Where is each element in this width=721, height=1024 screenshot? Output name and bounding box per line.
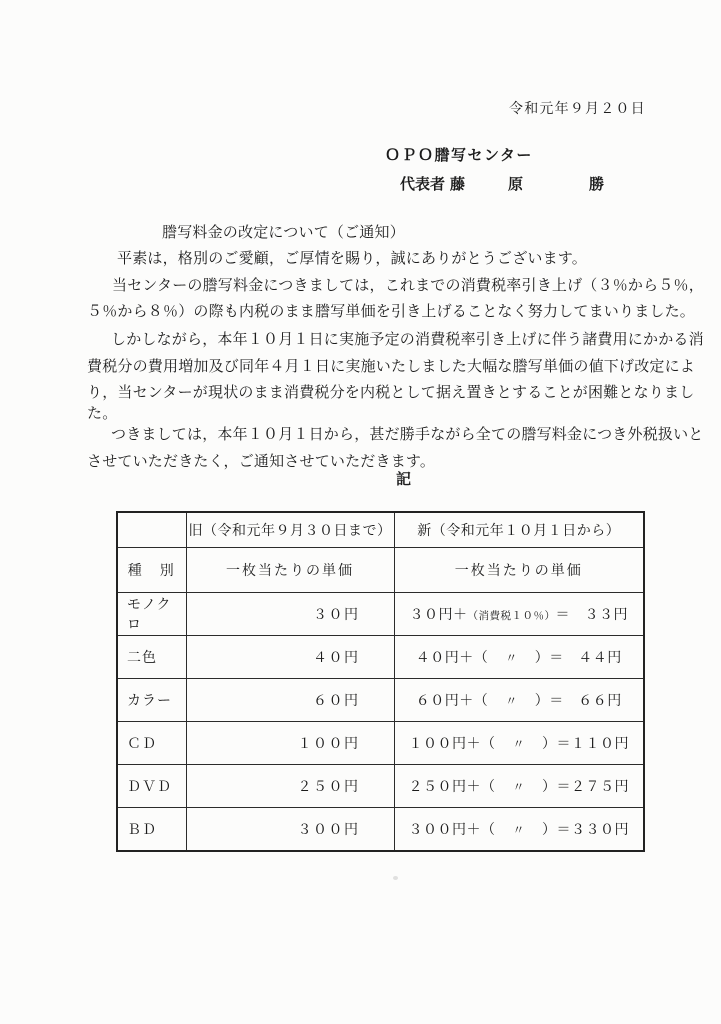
body-line: しかしながら，本年１０月１日に実施予定の消費税率引き上げに伴う諸費用にかかる消 — [111, 332, 704, 348]
scan-artifact — [393, 876, 398, 880]
new-price-result: ）＝３３０円 — [542, 823, 629, 838]
table-row-cd — [117, 722, 644, 765]
new-price-cell — [394, 593, 644, 636]
ditto-mark: 〃 — [512, 737, 525, 751]
table-row-bd — [117, 808, 644, 852]
ditto-mark: 〃 — [512, 780, 525, 794]
ditto-mark: 〃 — [505, 651, 518, 665]
new-unit-price-header: 一枚当たりの単価 — [394, 548, 644, 593]
new-price-cell — [394, 765, 644, 808]
old-price-cell: ２５０円 — [186, 765, 394, 808]
new-price-base: ６０円＋（ — [415, 694, 489, 709]
new-price-cell — [394, 679, 644, 722]
category-cell: モノクロ — [117, 593, 186, 636]
body-line: 費税分の費用増加及び同年４月１日に実施いたしました大幅な謄写単価の値下げ改定によ — [87, 359, 696, 375]
table-row-two-color — [117, 636, 644, 679]
body-line: り，当センターが現状のまま消費税分を内税として据え置きとすることが困難となりまし — [87, 385, 695, 401]
new-price-base: １００円＋（ — [408, 737, 496, 752]
body-line: させていただきたく，ご通知させていただきます。 — [87, 454, 436, 470]
old-unit-price-header: 一枚当たりの単価 — [186, 548, 394, 593]
document-title: 謄写料金の改定について（ご通知） — [162, 225, 405, 241]
category-cell: ＤＶＤ — [117, 765, 186, 808]
body-line: つきましては，本年１０月１日から，甚だ勝手ながら全ての謄写料金につき外税扱いと — [111, 427, 704, 443]
new-price-base: ４０円＋（ — [415, 651, 489, 666]
new-price-base: ３００円＋（ — [408, 823, 496, 838]
ki-record-marker: 記 — [396, 472, 412, 488]
tax-note: （消費税１０％） — [467, 611, 556, 622]
new-price-cell — [394, 722, 644, 765]
table-header-row-labels — [117, 548, 644, 593]
old-price-cell: ６０円 — [186, 679, 394, 722]
body-line: た。 — [87, 406, 118, 422]
table-header-row-period — [117, 512, 644, 548]
old-price-cell: ４０円 — [186, 636, 394, 679]
document-date: 令和元年９月２０日 — [509, 102, 646, 117]
new-price-result: ）＝ ６６円 — [534, 694, 622, 709]
body-line: ５％から８％）の際も内税のまま謄写単価を引き上げることなく努力してまいりました。 — [87, 304, 696, 320]
table-row-monochrome — [117, 593, 644, 636]
new-price-base: ２５０円＋（ — [408, 780, 496, 795]
category-cell: 二色 — [117, 636, 186, 679]
body-line: 当センターの謄写料金につきましては，これまでの消費税率引き上げ（３％から５％， — [112, 278, 704, 294]
new-price-result: ）＝２７５円 — [542, 780, 629, 795]
new-price-result: ）＝ ４４円 — [534, 651, 622, 666]
new-column-header: 新（令和元年１０月１日から） — [394, 512, 644, 548]
old-price-cell: １００円 — [186, 722, 394, 765]
representative-label: 代表者 — [400, 177, 446, 193]
category-cell: ＣＤ — [117, 722, 186, 765]
category-cell: カラー — [117, 679, 186, 722]
sender-representative — [400, 173, 604, 194]
new-price-cell — [394, 808, 644, 852]
old-price-cell: ３００円 — [186, 808, 394, 852]
ditto-mark: 〃 — [505, 694, 518, 708]
category-column-header: 種 別 — [117, 548, 186, 593]
new-price-cell — [394, 636, 644, 679]
new-price-result: ）＝１１０円 — [542, 737, 629, 752]
ditto-mark: 〃 — [512, 823, 525, 837]
representative-given-name: 勝 — [589, 177, 605, 193]
new-price-result: ＝ ３３円 — [555, 608, 628, 623]
sender-organization: ＯＰＯ謄写センター — [385, 148, 533, 164]
price-table — [116, 511, 645, 852]
corner-cell — [117, 512, 186, 548]
table-row-dvd — [117, 765, 644, 808]
category-cell: ＢＤ — [117, 808, 186, 852]
new-price-base: ３０円＋ — [409, 608, 468, 623]
old-column-header: 旧（令和元年９月３０日まで） — [186, 512, 394, 548]
table-row-color — [117, 679, 644, 722]
old-price-cell: ３０円 — [186, 593, 394, 636]
representative-surname: 藤 原 — [450, 177, 538, 193]
body-line: 平素は，格別のご愛顧，ご厚情を賜り，誠にありがとうございます。 — [117, 251, 588, 267]
